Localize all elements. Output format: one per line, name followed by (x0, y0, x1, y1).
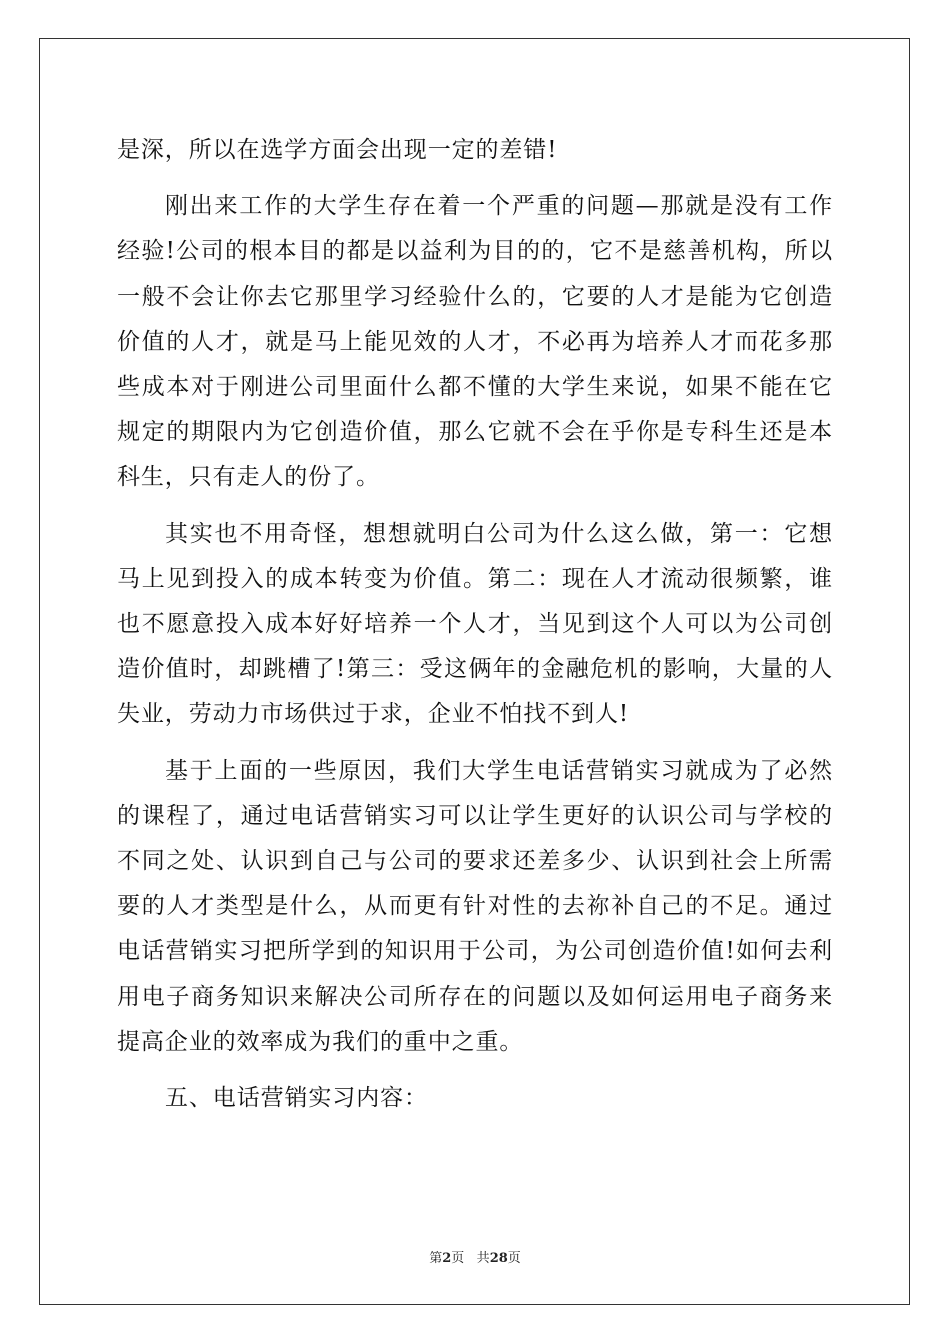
section-heading: 五、电话营销实习内容： (165, 1085, 428, 1112)
document-body (117, 128, 833, 1121)
page-number: 第2页 (429, 1251, 465, 1266)
paragraph: 刚出来工作的大学生存在着一个严重的问题—那就是没有工作经验!公司的根本目的都是以益利为目的的，它不是慈善机构，所以一般不会让你去它那里学习经验什么的，它要的人才是能为它创造价值的人才，就是马上能见效的人才，不必再为培养人才而花多那些成本对于刚进公司里面什么都不懂的大学生来说，如果不能在它规定的期限内为它创造价值，那么它就不会在乎你是专科生还是本科生，只有走人的份了。 (117, 193, 833, 491)
paragraph: 是深，所以在选学方面会出现一定的差错! (117, 137, 558, 163)
page-total: 共28页 (476, 1251, 521, 1266)
paragraph: 其实也不用奇怪，想想就明白公司为什么这么做，第一：它想马上见到投入的成本转变为价值。第二：现在人才流动很频繁，谁也不愿意投入成本好好培养一个人才，当见到这个人可以为公司创造价值时，却跳槽了!第三：受这俩年的金融危机的影响，大量的人失业，劳动力市场供过于求，企业不怕找不到人! (117, 520, 833, 728)
paragraph: 基于上面的一些原因，我们大学生电话营销实习就成为了必然的课程了，通过电话营销实习可以让学生更好的认识公司与学校的不同之处、认识到自己与公司的要求还差多少、认识到社会上所需要的人才类型是什么，从而更有针对性的去祢补自己的不足。通过电话营销实习把所学到的知识用于公司，为公司创造价值!如何去利用电子商务知识来解决公司所存在的问题以及如何运用电子商务来提高企业的效率成为我们的重中之重。 (117, 757, 833, 1055)
page-footer (0, 1247, 950, 1266)
